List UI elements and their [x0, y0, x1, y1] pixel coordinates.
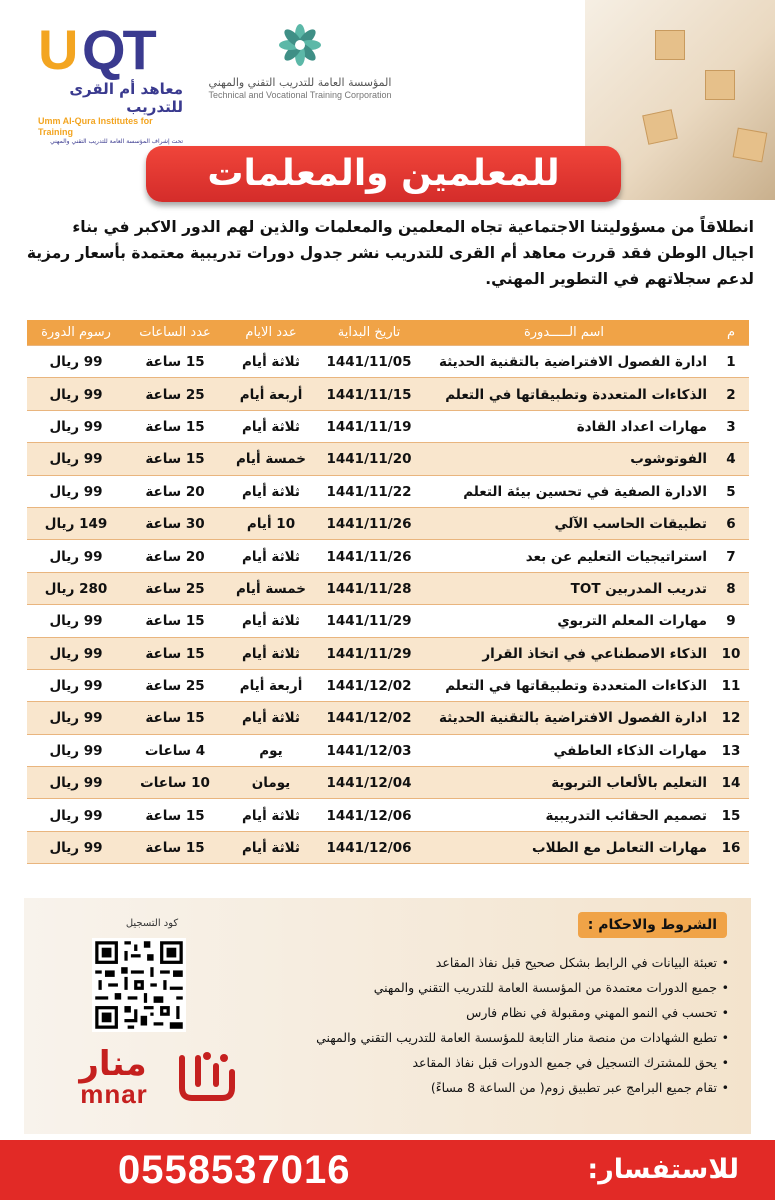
table-row [27, 605, 749, 637]
footer-bar [0, 1140, 775, 1200]
qr-code-icon[interactable] [92, 938, 186, 1032]
qr-label: كود التسجيل [125, 918, 179, 929]
header-date: تاريخ البداية [337, 325, 401, 340]
start-date: 1441/12/06 [326, 840, 412, 857]
title-banner [146, 146, 621, 202]
row-number: 8 [726, 580, 736, 597]
start-date: 1441/12/04 [326, 775, 412, 792]
hours-count: 15 ساعة [145, 645, 205, 662]
course-name: استراتيجيات التعليم عن بعد [525, 548, 707, 565]
photo-cube [655, 30, 685, 60]
row-number: 5 [726, 483, 736, 500]
uqt-name-arabic: معاهد أم القرى للتدريب [69, 80, 183, 116]
table-row [27, 378, 749, 410]
table-row [27, 638, 749, 670]
course-name: الفوتوشوب [630, 451, 707, 468]
start-date: 1441/11/28 [326, 580, 412, 597]
hours-count: 15 ساعة [145, 840, 205, 857]
course-name: التعليم بالألعاب التربوية [551, 775, 707, 792]
start-date: 1441/11/26 [326, 516, 412, 533]
days-count: ثلاثة أيام [242, 354, 300, 371]
course-fee: 99 ريال [49, 840, 103, 857]
course-fee: 99 ريال [49, 354, 103, 371]
table-row [27, 573, 749, 605]
hours-count: 15 ساعة [145, 418, 205, 435]
course-fee: 99 ريال [49, 548, 103, 565]
row-number: 1 [726, 354, 736, 371]
days-count: ثلاثة أيام [242, 613, 300, 630]
days-count: خمسة أيام [235, 580, 307, 597]
table-row [27, 508, 749, 540]
hours-count: 25 ساعة [145, 580, 205, 597]
course-name: تصميم الحقائب التدريبية [545, 807, 707, 824]
course-fee: 99 ريال [49, 418, 103, 435]
mnar-logo-icon [176, 1048, 238, 1106]
start-date: 1441/11/05 [326, 354, 412, 371]
terms-item: • تطبع الشهادات من منصة منار التابعة للمؤسسة العامة للتدريب التقني والمهني [249, 1025, 729, 1050]
hours-count: 10 ساعات [140, 775, 210, 792]
hours-count: 15 ساعة [145, 354, 205, 371]
tvtc-name-english: Technical and Vocational Training Corporation [208, 90, 392, 100]
course-fee: 99 ريال [49, 775, 103, 792]
contact-phone[interactable]: 0558537016 [118, 1148, 351, 1192]
terms-item: • جميع الدورات معتمدة من المؤسسة العامة للتدريب التقني والمهني [249, 975, 729, 1000]
hours-count: 20 ساعة [145, 483, 205, 500]
start-date: 1441/11/15 [326, 386, 412, 403]
course-fee: 99 ريال [49, 451, 103, 468]
page-title: للمعلمين والمعلمات [207, 153, 560, 194]
terms-title: الشروط والاحكام : [578, 912, 727, 938]
header-days: عدد الايام [245, 325, 297, 340]
photo-cube [705, 70, 735, 100]
uqt-mark-u: U [38, 18, 77, 81]
course-fee: 149 ريال [44, 516, 108, 533]
terms-item: • تعبئة البيانات في الرابط بشكل صحيح قبل نفاذ المقاعد [249, 950, 729, 975]
course-fee: 99 ريال [49, 742, 103, 759]
hours-count: 30 ساعة [145, 516, 205, 533]
header [0, 0, 775, 145]
days-count: ثلاثة أيام [242, 807, 300, 824]
table-row [27, 346, 749, 378]
terms-item: • تقام جميع البرامج عبر تطبيق زوم( من الساعة 8 مساءً) [249, 1075, 729, 1100]
row-number: 14 [721, 775, 741, 792]
start-date: 1441/11/19 [326, 418, 412, 435]
hours-count: 15 ساعة [145, 710, 205, 727]
start-date: 1441/11/20 [326, 451, 412, 468]
hours-count: 20 ساعة [145, 548, 205, 565]
course-fee: 99 ريال [49, 678, 103, 695]
hours-count: 25 ساعة [145, 678, 205, 695]
days-count: ثلاثة أيام [242, 645, 300, 662]
days-count: أربعة أيام [239, 386, 303, 403]
course-fee: 99 ريال [49, 807, 103, 824]
course-fee: 99 ريال [49, 710, 103, 727]
start-date: 1441/12/06 [326, 807, 412, 824]
days-count: يومان [251, 775, 291, 792]
days-count: ثلاثة أيام [242, 418, 300, 435]
tvtc-emblem-icon [277, 22, 323, 68]
course-name: مهارات الذكاء العاطفي [553, 742, 707, 759]
days-count: يوم [259, 742, 283, 759]
uqt-name-english: Umm Al-Qura Institutes for Training [38, 116, 153, 137]
mnar-logo [58, 1044, 242, 1110]
start-date: 1441/12/03 [326, 742, 412, 759]
table-row [27, 702, 749, 734]
course-name: ادارة الفصول الافتراضية بالتقنية الحديثة [438, 710, 707, 727]
tvtc-name-arabic: المؤسسة العامة للتدريب التقني والمهني [208, 76, 392, 89]
table-row [27, 832, 749, 864]
table-row [27, 735, 749, 767]
days-count: ثلاثة أيام [242, 483, 300, 500]
terms-item: • يحق للمشترك التسجيل في جميع الدورات قبل نفاذ المقاعد [249, 1050, 729, 1075]
row-number: 9 [726, 613, 736, 630]
course-name: الذكاء الاصطناعي في اتخاذ القرار [482, 645, 707, 662]
table-row [27, 767, 749, 799]
tvtc-logo [200, 22, 400, 101]
table-row [27, 476, 749, 508]
days-count: ثلاثة أيام [242, 548, 300, 565]
uqt-logo [38, 18, 183, 146]
table-body [27, 346, 749, 864]
row-number: 7 [726, 548, 736, 565]
course-name: مهارات اعداد القادة [576, 418, 707, 435]
uqt-mark-qt: QT [82, 18, 154, 81]
start-date: 1441/11/29 [326, 613, 412, 630]
course-name: مهارات التعامل مع الطلاب [532, 840, 707, 857]
intro-paragraph: انطلاقاً من مسؤوليتنا الاجتماعية تجاه المعلمين والمعلمات والذين لهم الدور الاكبر في بناء اجيال الوطن فقد قررت معاهد أم القرى للتدريب نشر جدول دورات تدريبية معتمدة بأسعار رمزية لدعم سجلاتهم في التطوير المهني. [26, 218, 754, 288]
course-table [27, 320, 749, 864]
row-number: 6 [726, 516, 736, 533]
contact-label: للاستفسار: [587, 1154, 739, 1185]
hours-count: 25 ساعة [145, 386, 205, 403]
hours-count: 15 ساعة [145, 451, 205, 468]
header-hours: عدد الساعات [139, 325, 211, 340]
row-number: 4 [726, 451, 736, 468]
uqt-subtitle: تحت إشراف المؤسسة العامة للتدريب التقني والمهني [50, 138, 183, 145]
row-number: 11 [721, 678, 741, 695]
start-date: 1441/11/22 [326, 483, 412, 500]
course-fee: 99 ريال [49, 483, 103, 500]
table-row [27, 670, 749, 702]
table-row [27, 799, 749, 831]
photo-cube [733, 128, 768, 163]
header-fee: رسوم الدورة [41, 325, 111, 340]
course-name: الذكاءات المتعددة وتطبيقاتها في التعلم [445, 678, 707, 695]
row-number: 10 [721, 645, 741, 662]
table-header-row [27, 320, 749, 346]
hours-count: 4 ساعات [144, 742, 206, 759]
header-num: م [726, 325, 736, 340]
mnar-logo-english: mnar [80, 1079, 148, 1109]
course-name: تطبيقات الحاسب الآلي [554, 516, 707, 533]
table-row [27, 540, 749, 572]
row-number: 12 [721, 710, 741, 727]
row-number: 15 [721, 807, 741, 824]
start-date: 1441/12/02 [326, 710, 412, 727]
course-name: الذكاءات المتعددة وتطبيقاتها في التعلم [445, 386, 707, 403]
row-number: 13 [721, 742, 741, 759]
photo-cube [642, 109, 678, 145]
start-date: 1441/11/29 [326, 645, 412, 662]
table-row [27, 443, 749, 475]
terms-list [249, 950, 729, 1100]
course-name: ادارة الفصول الافتراضية بالتقنية الحديثة [438, 354, 707, 371]
days-count: أربعة أيام [239, 678, 303, 695]
mnar-logo-arabic: منار [79, 1044, 147, 1084]
uqt-logo-mark [38, 18, 183, 81]
header-name: اسم الـــــدورة [523, 325, 605, 340]
days-count: 10 أيام [246, 516, 296, 533]
row-number: 2 [726, 386, 736, 403]
course-name: مهارات المعلم التربوي [557, 613, 707, 630]
course-fee: 99 ريال [49, 386, 103, 403]
course-name: تدريب المدربين TOT [570, 580, 707, 597]
days-count: خمسة أيام [235, 451, 307, 468]
hours-count: 15 ساعة [145, 613, 205, 630]
course-fee: 280 ريال [44, 580, 108, 597]
course-fee: 99 ريال [49, 613, 103, 630]
row-number: 16 [721, 840, 741, 857]
hours-count: 15 ساعة [145, 807, 205, 824]
days-count: ثلاثة أيام [242, 710, 300, 727]
terms-item: • تحسب في النمو المهني ومقبولة في نظام فارس [249, 1000, 729, 1025]
start-date: 1441/12/02 [326, 678, 412, 695]
row-number: 3 [726, 418, 736, 435]
start-date: 1441/11/26 [326, 548, 412, 565]
course-fee: 99 ريال [49, 645, 103, 662]
days-count: ثلاثة أيام [242, 840, 300, 857]
table-row [27, 411, 749, 443]
course-name: الادارة الصفية في تحسين بيئة التعلم [463, 483, 707, 500]
